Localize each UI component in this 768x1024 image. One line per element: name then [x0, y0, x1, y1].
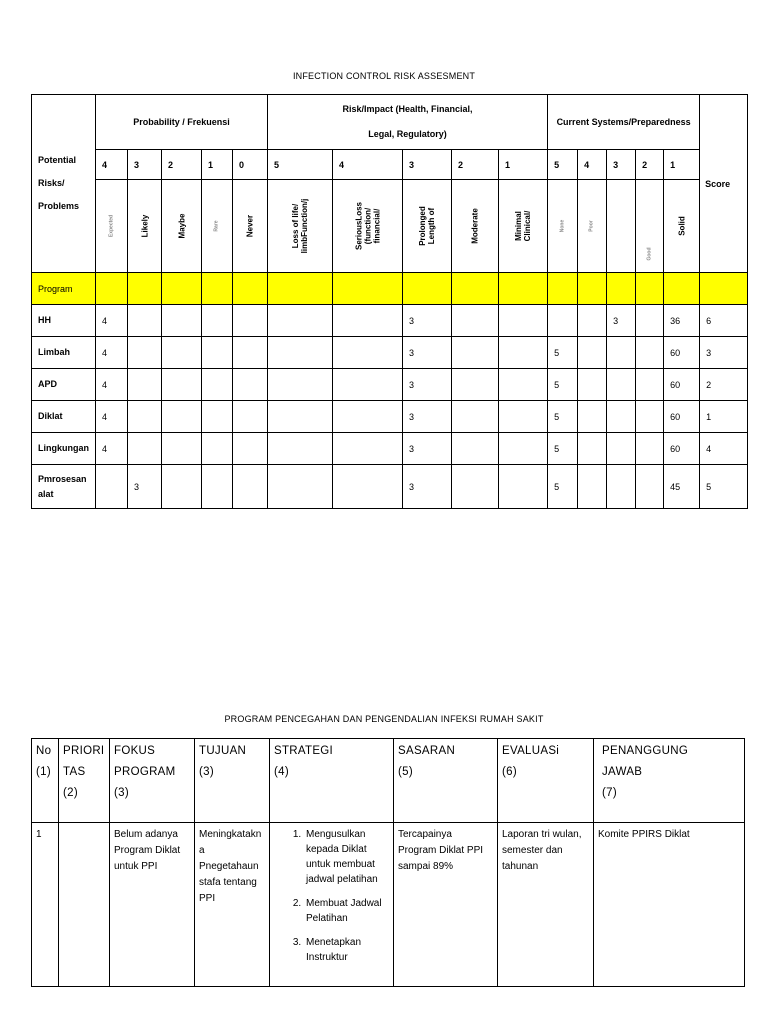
current-level: 3 — [607, 150, 636, 180]
row-fokus: Belum adanya Program Diklat untuk PPI — [110, 823, 195, 987]
header-fokus-program: FOKUS PROGRAM (3) — [110, 739, 195, 823]
cell-c5: 5 — [548, 465, 578, 509]
impact-level: 4 — [333, 150, 403, 180]
cell-c3 — [607, 337, 636, 369]
cell-p3 — [128, 433, 162, 465]
probability-level: 3 — [128, 150, 162, 180]
row-evaluasi: Laporan tri wulan, semester dan tahunan — [498, 823, 594, 987]
row-no: 1 — [32, 823, 59, 987]
impact-label: SeriousLoss (function/ financial/ — [354, 202, 382, 251]
row-penanggung-jawab: Komite PPIRS Diklat — [594, 823, 745, 987]
cell-p4 — [96, 465, 128, 509]
probability-level: 0 — [233, 150, 268, 180]
probability-label-cell — [162, 180, 202, 273]
cell-c5: 5 — [548, 401, 578, 433]
impact-label: Loss of life/ limbFunction/j — [291, 198, 310, 254]
cell-score: 6 — [700, 305, 748, 337]
risk-label: Lingkungan — [32, 433, 96, 465]
header-evaluasi: EVALUASi (6) — [498, 739, 594, 823]
cell-i3: 3 — [403, 369, 452, 401]
impact-label-cell — [268, 180, 333, 273]
cell-p4: 4 — [96, 401, 128, 433]
program-table — [31, 738, 745, 987]
cell-i3: 3 — [403, 337, 452, 369]
program-title: PROGRAM PENCEGAHAN DAN PENGENDALIAN INFEKSI RUMAH SAKIT — [224, 714, 544, 724]
cell-c3 — [607, 465, 636, 509]
probability-level: 4 — [96, 150, 128, 180]
impact-group-header: Risk/Impact (Health, Financial, Legal, Regulatory) — [268, 95, 548, 150]
cell-c5: 5 — [548, 369, 578, 401]
row-sasaran: Tercapainya Program Diklat PPI sampai 89% — [394, 823, 498, 987]
cell-i3: 3 — [403, 401, 452, 433]
cell-c1: 60 — [664, 369, 700, 401]
impact-label: Moderate — [470, 208, 480, 244]
current-label: Poor — [588, 220, 595, 232]
cell-i3: 3 — [403, 465, 452, 509]
cell-c1: 60 — [664, 433, 700, 465]
current-label: Solid — [677, 216, 687, 236]
current-level: 2 — [636, 150, 664, 180]
current-label: None — [559, 219, 566, 233]
header-tujuan: TUJUAN (3) — [195, 739, 270, 823]
probability-label-cell — [202, 180, 233, 273]
header-penanggung-jawab: PENANGGUNG JAWAB (7) — [594, 739, 745, 823]
impact-label-cell — [403, 180, 452, 273]
risk-assessment-table — [31, 94, 748, 509]
risk-label: Pmrosesan alat — [32, 465, 96, 509]
risk-row — [32, 337, 748, 369]
current-label: Good — [646, 247, 653, 261]
cell-score: 2 — [700, 369, 748, 401]
current-level: 4 — [578, 150, 607, 180]
score-header: Score — [700, 95, 748, 273]
impact-label-cell — [499, 180, 548, 273]
current-label-cell — [636, 180, 664, 273]
strategi-item: 1. Mengusulkan kepada Diklat untuk membuat jadwal pelatihan — [304, 827, 389, 887]
header-sasaran: SASARAN (5) — [394, 739, 498, 823]
current-label-cell — [607, 180, 636, 273]
strategi-item: 3. Menetapkan Instruktur — [304, 935, 389, 965]
cell-p3 — [128, 337, 162, 369]
current-level: 5 — [548, 150, 578, 180]
risk-label: HH — [32, 305, 96, 337]
cell-p3 — [128, 369, 162, 401]
cell-c5 — [548, 305, 578, 337]
cell-p3 — [128, 401, 162, 433]
row-strategi — [270, 823, 394, 987]
cell-c3 — [607, 401, 636, 433]
impact-label: Minimal Clinical/ — [514, 210, 533, 242]
cell-c1: 60 — [664, 337, 700, 369]
cell-i3: 3 — [403, 305, 452, 337]
cell-score: 4 — [700, 433, 748, 465]
row-tujuan: Meningkatakn a Pnegetahaun stafa tentang PPI — [195, 823, 270, 987]
probability-label-cell — [233, 180, 268, 273]
cell-i3: 3 — [403, 433, 452, 465]
cell-c5: 5 — [548, 433, 578, 465]
probability-label: Maybe — [177, 213, 186, 239]
cell-score: 3 — [700, 337, 748, 369]
probability-level: 1 — [202, 150, 233, 180]
risk-label: APD — [32, 369, 96, 401]
risk-label: Limbah — [32, 337, 96, 369]
row-prioritas — [59, 823, 110, 987]
impact-level: 1 — [499, 150, 548, 180]
cell-c1: 36 — [664, 305, 700, 337]
probability-label: Never — [245, 214, 255, 238]
impact-label: Prolonged Length of — [418, 206, 437, 246]
program-section-label: Program — [32, 273, 96, 305]
cell-p3: 3 — [128, 465, 162, 509]
cell-c1: 45 — [664, 465, 700, 509]
risk-assessment-title: INFECTION CONTROL RISK ASSESMENT — [292, 71, 476, 81]
header-prioritas: PRIORI TAS (2) — [59, 739, 110, 823]
current-label-cell — [578, 180, 607, 273]
potential-risks-header: Potential Risks/ Problems — [32, 95, 96, 273]
strategi-list — [274, 827, 389, 965]
probability-label-cell — [128, 180, 162, 273]
impact-level: 2 — [452, 150, 499, 180]
cell-p4: 4 — [96, 305, 128, 337]
impact-level: 3 — [403, 150, 452, 180]
cell-c3 — [607, 433, 636, 465]
risk-row — [32, 433, 748, 465]
header-no: No (1) — [32, 739, 59, 823]
cell-p3 — [128, 305, 162, 337]
current-label-cell — [548, 180, 578, 273]
header-strategi: STRATEGI (4) — [270, 739, 394, 823]
cell-score: 1 — [700, 401, 748, 433]
cell-p4: 4 — [96, 337, 128, 369]
current-level: 1 — [664, 150, 700, 180]
probability-group-header: Probability / Frekuensi — [96, 95, 268, 150]
current-label: Fair — [617, 221, 624, 231]
cell-c3: 3 — [607, 305, 636, 337]
cell-p4: 4 — [96, 433, 128, 465]
cell-c5: 5 — [548, 337, 578, 369]
current-systems-group-header: Current Systems/Preparedness — [548, 95, 700, 150]
risk-row — [32, 369, 748, 401]
risk-row — [32, 401, 748, 433]
impact-label-cell — [333, 180, 403, 273]
risk-row — [32, 465, 748, 509]
impact-label-cell — [452, 180, 499, 273]
risk-label: Diklat — [32, 401, 96, 433]
current-label-cell — [664, 180, 700, 273]
cell-score: 5 — [700, 465, 748, 509]
probability-label: Rare — [213, 220, 220, 232]
risk-row — [32, 305, 748, 337]
impact-level: 5 — [268, 150, 333, 180]
cell-c1: 60 — [664, 401, 700, 433]
probability-label: Likely — [140, 214, 149, 238]
strategi-item: 2. Membuat Jadwal Pelatihan — [304, 896, 389, 926]
probability-level: 2 — [162, 150, 202, 180]
probability-label-cell — [96, 180, 128, 273]
probability-label: Expected — [108, 214, 114, 238]
cell-c3 — [607, 369, 636, 401]
cell-p4: 4 — [96, 369, 128, 401]
